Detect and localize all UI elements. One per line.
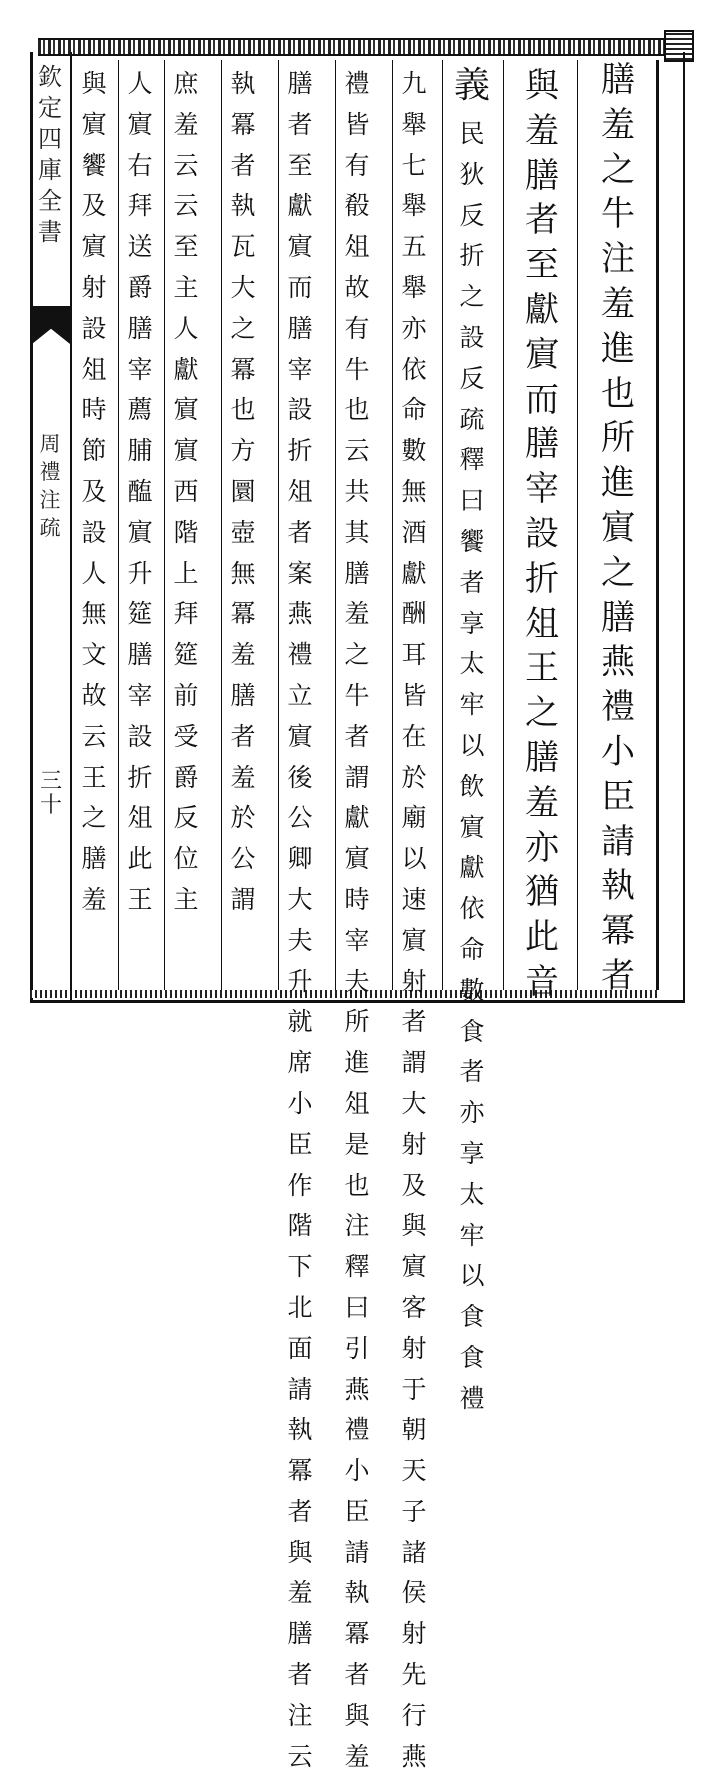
text-column-7: 執冪者執瓦大之冪也方圜壺無冪羞膳者羞於公謂 (230, 69, 256, 914)
text-column-8: 庶羞云云至主人獻賔賔西階上拜筵前受爵反位主 (173, 69, 199, 914)
column-rule (442, 60, 443, 990)
text-column-1: 膳羞之牛注羞進也所進賔之膳燕禮小臣請執冪者 (601, 60, 635, 996)
text-column-5: 禮皆有殽俎故有牛也云共其膳羞之牛者謂獻賔時宰夫所進俎是也注釋曰引燕禮小臣請執冪者與羞 (344, 69, 370, 1771)
book-title: 周禮注疏 (39, 432, 61, 540)
text-column-10: 與賔饗及賔射設俎時節及設人無文故云王之膳羞 (81, 69, 107, 914)
text-column-4: 九舉七舉五舉亦依命數無酒獻酬耳皆在於廟以速賔射者謂大射及與賔客射于朝天子諸侯射先行燕 (401, 69, 427, 1771)
text-column-6: 膳者至獻賔而膳宰設折俎者案燕禮立賔後公卿大夫升就席小臣作階下北面請執冪者與羞膳者注云 (287, 69, 313, 1771)
column-rule (577, 60, 578, 990)
column-rule (503, 60, 504, 990)
text-column-9: 人賔右拜送爵膳宰薦脯醢賔升筵膳宰設折俎此王 (127, 69, 153, 914)
text-column-2: 與羞膳者至獻賔而膳宰設折俎王之膳羞亦猶此音 (525, 66, 559, 1002)
text-column-3 (450, 58, 494, 1420)
section-marker: 義 (453, 65, 490, 106)
frame-right-rule (656, 60, 659, 990)
collection-title: 欽定四庫全書 (38, 63, 62, 246)
page-number: 三十 (39, 769, 62, 818)
column-text: 民狄反折之設反疏釋曰饗者享太牢以飲賔獻依命數食者亦享太牢以食食禮 (459, 119, 485, 1413)
